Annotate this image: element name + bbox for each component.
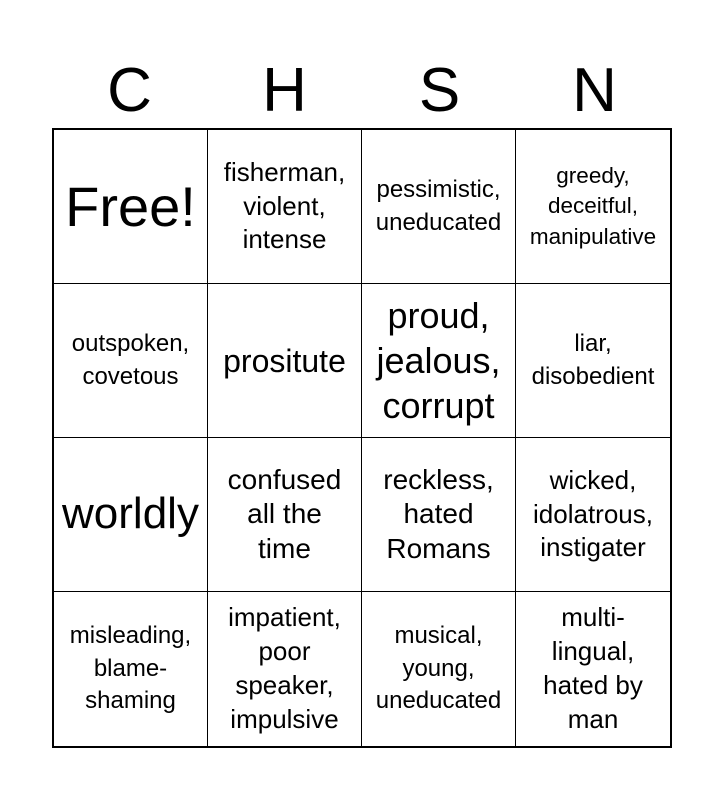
cell-text: prositute (223, 342, 346, 379)
bingo-cell[interactable] (362, 438, 516, 592)
bingo-cell[interactable] (208, 130, 362, 284)
bingo-cell[interactable] (516, 438, 670, 592)
cell-text: multi- lingual, hated by man (543, 602, 643, 734)
bingo-cell[interactable] (208, 592, 362, 746)
bingo-cell[interactable] (516, 284, 670, 438)
header-letter-h: H (262, 56, 307, 125)
cell-text: wicked, idolatrous, instigater (533, 464, 653, 563)
cell-text: liar, disobedient (531, 330, 655, 390)
cell-text: misleading, blame- shaming (69, 622, 192, 715)
cell-text: outspoken, covetous (71, 330, 190, 390)
bingo-header (52, 58, 672, 124)
bingo-cell-free[interactable] (54, 130, 208, 284)
bingo-cell[interactable] (516, 130, 670, 284)
header-letter-c: C (107, 56, 152, 125)
cell-text: confused all the time (227, 464, 342, 564)
cell-text: proud, jealous, corrupt (376, 295, 501, 426)
bingo-cell[interactable] (362, 592, 516, 746)
bingo-board (52, 128, 672, 748)
cell-text: reckless, hated Romans (383, 464, 494, 564)
cell-text: greedy, deceitful, manipulative (529, 162, 657, 249)
bingo-cell[interactable] (54, 284, 208, 438)
bingo-cell[interactable] (54, 438, 208, 592)
bingo-cell[interactable] (208, 284, 362, 438)
cell-text: fisherman, violent, intense (223, 156, 346, 255)
cell-text: pessimistic, uneducated (375, 176, 502, 236)
bingo-cell[interactable] (208, 438, 362, 592)
cell-text: musical, young, uneducated (375, 622, 502, 715)
bingo-cell[interactable] (54, 592, 208, 746)
cell-text: worldly (62, 489, 199, 539)
bingo-cell[interactable] (362, 284, 516, 438)
bingo-cell[interactable] (362, 130, 516, 284)
header-letter-n: N (572, 56, 617, 125)
cell-text: impatient, poor speaker, impulsive (228, 602, 341, 734)
bingo-cell[interactable] (516, 592, 670, 746)
cell-text: Free! (65, 174, 196, 238)
header-letter-s: S (418, 56, 461, 125)
